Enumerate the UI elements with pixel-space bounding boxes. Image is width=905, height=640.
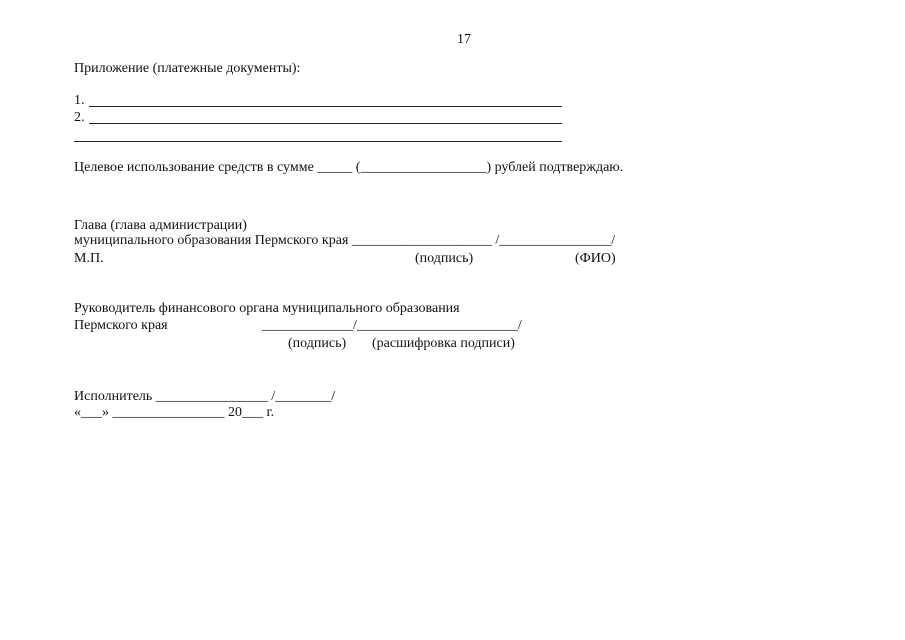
stamp-place-label: М.П. <box>74 251 104 266</box>
appendix-title: Приложение (платежные документы): <box>74 61 301 76</box>
finance-region-label: Пермского края <box>74 318 168 333</box>
finance-signature-caption: (подпись) <box>288 336 347 351</box>
finance-decoding-caption: (расшифровка подписи) <box>372 336 515 351</box>
appendix-item-1-line <box>89 106 562 107</box>
head-name-caption: (ФИО) <box>575 251 616 266</box>
head-title-line: Глава (глава администрации) <box>74 218 247 233</box>
head-signature-caption: (подпись) <box>415 251 474 266</box>
appendix-item-2-line <box>89 123 562 124</box>
date-line: «___» ________________ 20___ г. <box>74 405 275 420</box>
finance-signature-blanks: _____________/_______________________/ <box>262 318 522 333</box>
head-signature-line: муниципального образования Пермского края ____________________ /________________/ <box>74 233 616 248</box>
confirmation-text: Целевое использование средств в сумме _____ (__________________) рублей подтверждаю. <box>74 160 624 175</box>
appendix-extra-line <box>74 141 562 142</box>
appendix-item-2-number: 2. <box>74 110 85 125</box>
appendix-item-1-number: 1. <box>74 93 85 108</box>
page-number: 17 <box>457 32 471 47</box>
finance-title-line: Руководитель финансового органа муниципального образования <box>74 301 460 316</box>
executor-line: Исполнитель ________________ /________/ <box>74 389 336 404</box>
